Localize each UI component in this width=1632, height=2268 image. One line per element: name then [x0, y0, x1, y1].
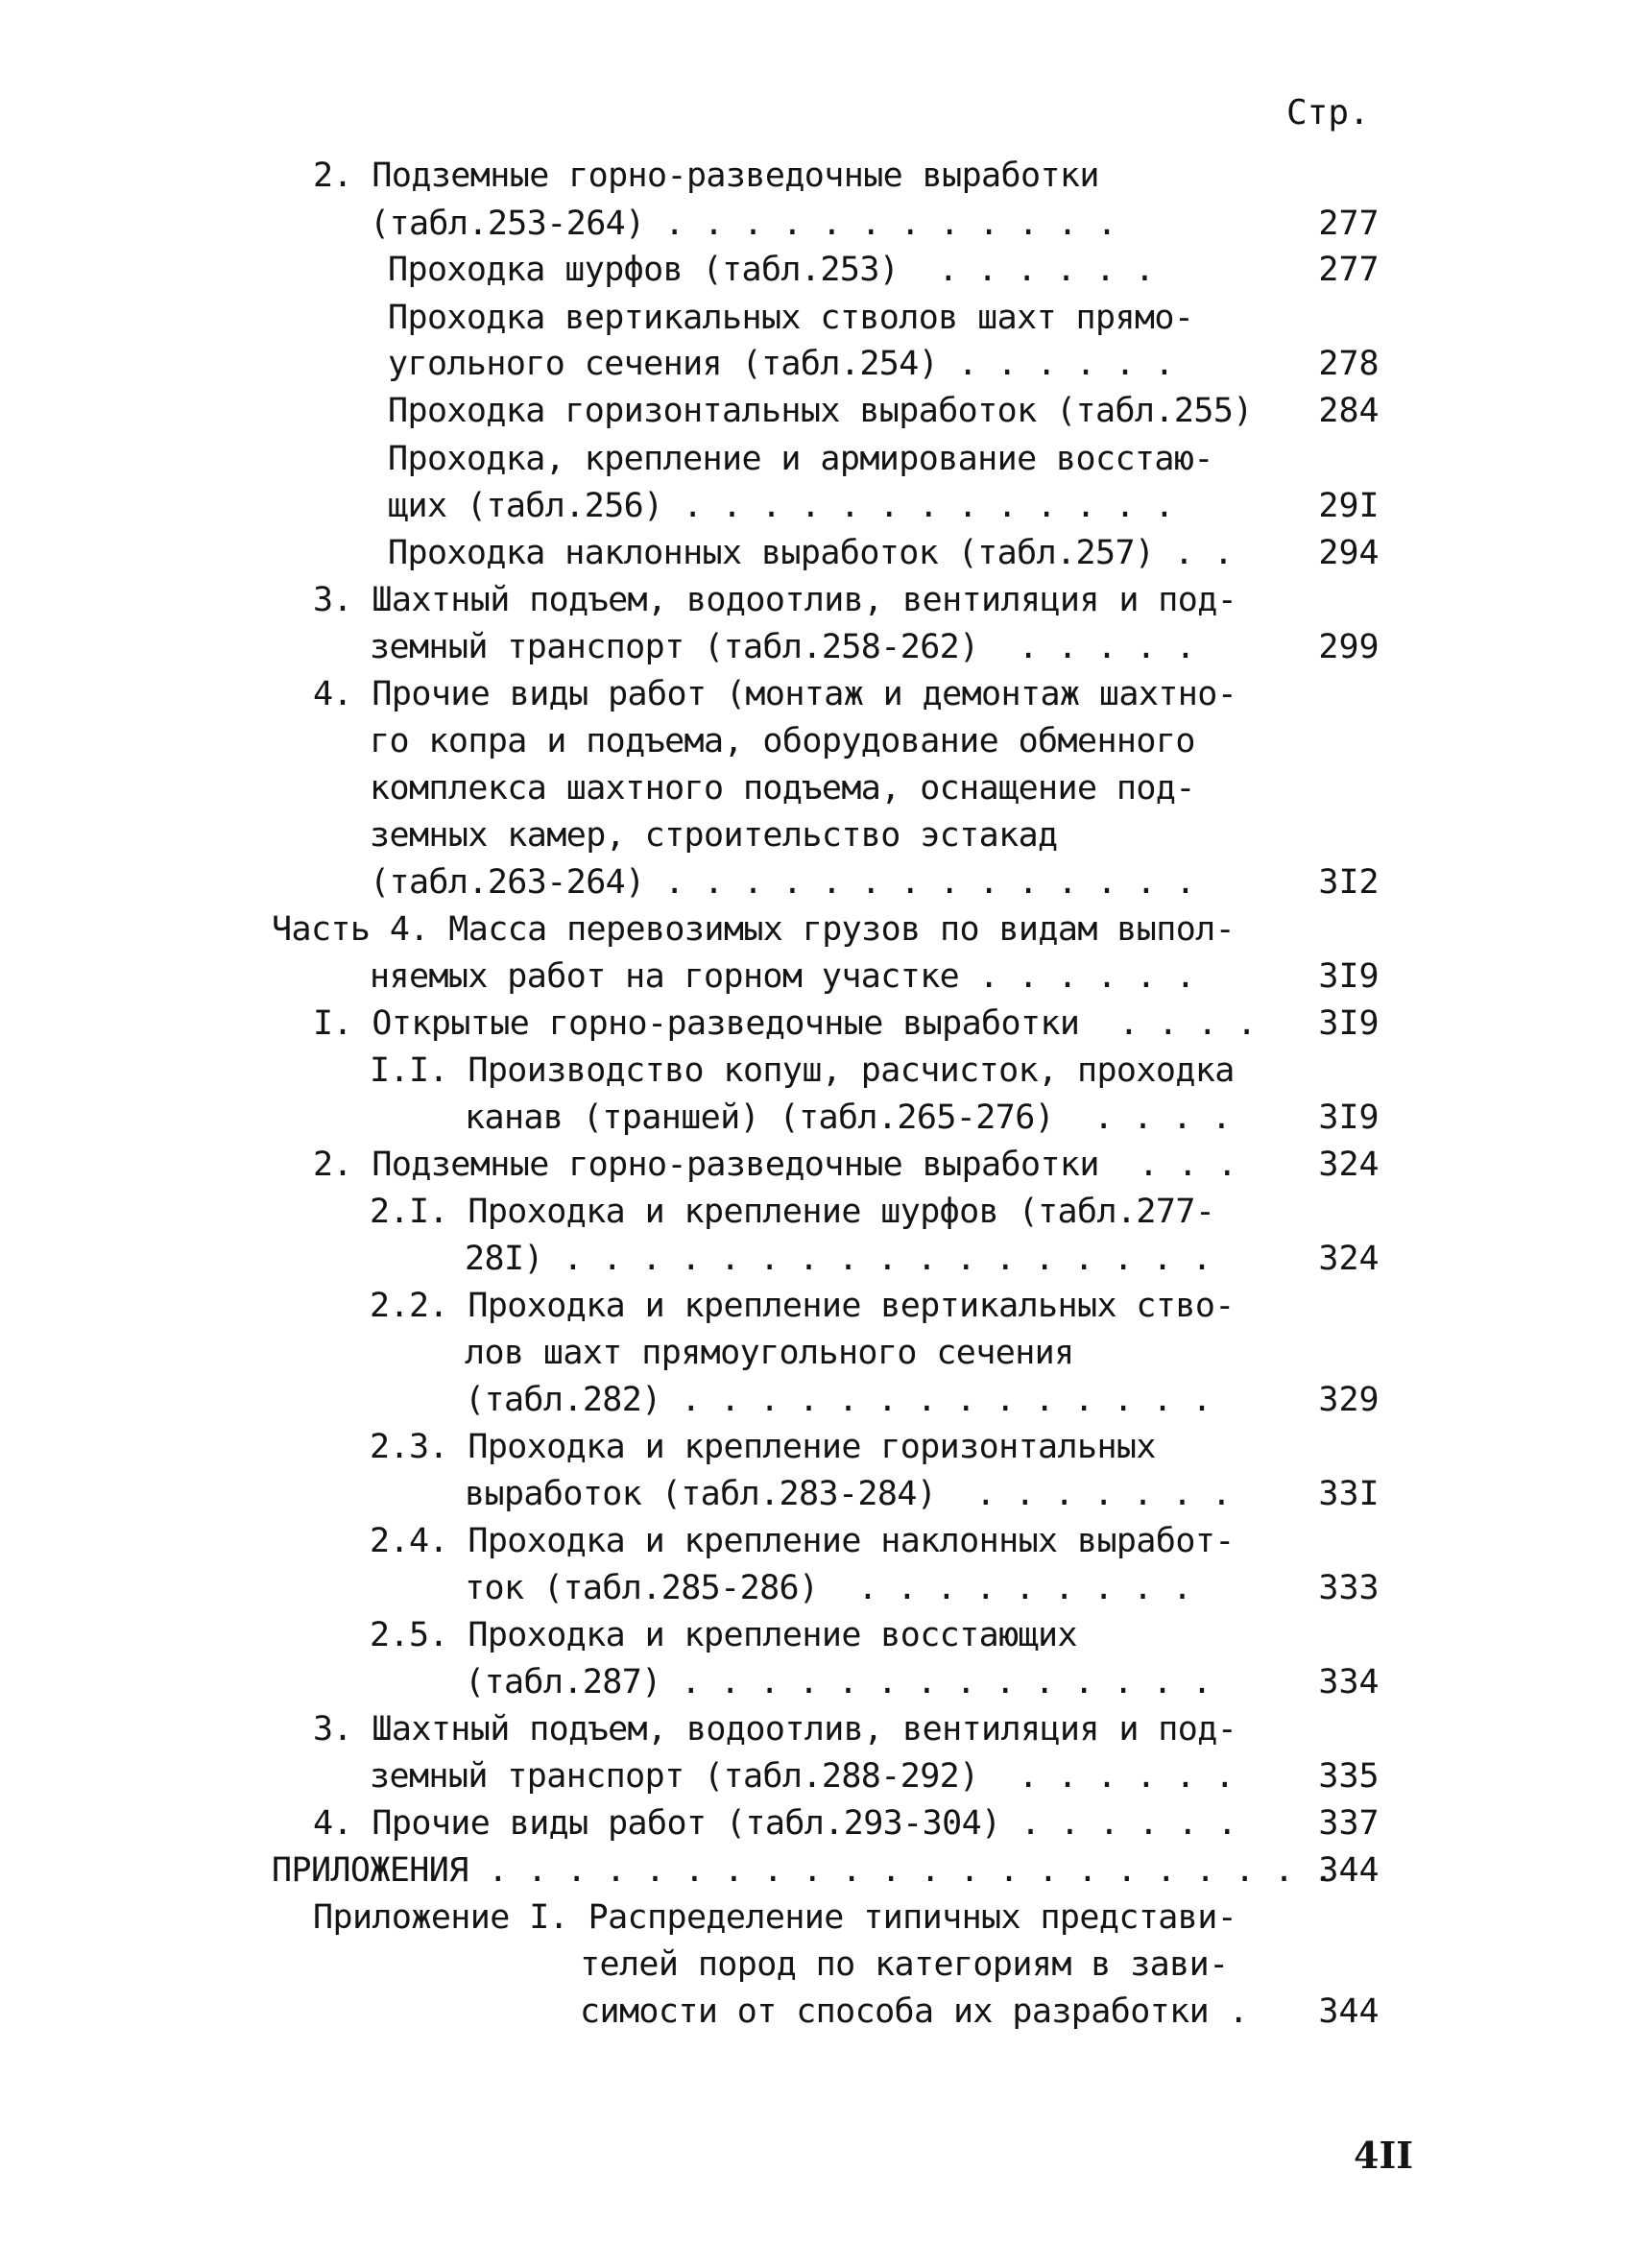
toc-line-text: I. Открытые горно-разведочные выработки . . . . — [313, 1004, 1257, 1043]
toc-line-text: 2.3. Проходка и крепление горизонтальных — [370, 1428, 1156, 1466]
toc-line-text: комплекса шахтного подъема, оснащение под- — [370, 769, 1195, 808]
toc-page-number: 284 — [1318, 392, 1380, 430]
toc-page-number: 299 — [1318, 628, 1380, 666]
toc-line-text: симости от способа их разработки . — [580, 1992, 1249, 2031]
toc-page-number: 278 — [1318, 345, 1380, 383]
toc-line-text: (табл.253-264) . . . . . . . . . . . . — [370, 205, 1116, 243]
toc-line-text: 2.4. Проходка и крепление наклонных выработ- — [370, 1522, 1235, 1560]
toc-line-text: Проходка наклонных выработок (табл.257) . . — [388, 534, 1234, 572]
toc-line-text: Часть 4. Масса перевозимых грузов по видам выпол- — [272, 910, 1236, 949]
toc-line-text: лов шахт прямоугольного сечения — [465, 1334, 1074, 1372]
toc-line-text: ПРИЛОЖЕНИЯ . . . . . . . . . . . . . . . . . . . . . . — [272, 1851, 1333, 1890]
toc-line-text: 2.5. Проходка и крепление восстающих — [370, 1616, 1077, 1654]
toc-line-text: 4. Прочие виды работ (монтаж и демонтаж шахтно- — [313, 675, 1237, 713]
toc-page-number: 3I9 — [1318, 957, 1380, 996]
toc-page-number: 324 — [1318, 1240, 1380, 1278]
toc-page-number: 29I — [1318, 487, 1380, 525]
toc-page-number: 334 — [1318, 1663, 1380, 1701]
page-column-header: Стр. — [1286, 93, 1370, 133]
toc-line-text: щих (табл.256) . . . . . . . . . . . . . — [388, 487, 1174, 525]
toc-line-text: земный транспорт (табл.258-262) . . . . . — [370, 628, 1195, 666]
toc-line-text: Проходка шурфов (табл.253) . . . . . . — [388, 251, 1155, 289]
toc-line-text: Приложение I. Распределение типичных представи- — [313, 1898, 1237, 1937]
toc-line-text: 2. Подземные горно-разведочные выработки . . . — [313, 1146, 1237, 1184]
toc-line-text: 2.I. Проходка и крепление шурфов (табл.277- — [370, 1193, 1215, 1231]
toc-line-text: Проходка горизонтальных выработок (табл.255) — [388, 392, 1253, 430]
toc-page-number: 344 — [1318, 1992, 1380, 2031]
toc-page-number: 329 — [1318, 1381, 1380, 1419]
toc-page-number: 294 — [1318, 534, 1380, 572]
toc-page-number: 277 — [1318, 251, 1380, 289]
toc-page-number: 344 — [1318, 1851, 1380, 1890]
toc-line-text: Проходка, крепление и армирование восстаю- — [388, 440, 1213, 478]
toc-page-number: 3I9 — [1318, 1004, 1380, 1043]
toc-page-number: 337 — [1318, 1804, 1380, 1843]
toc-line-text: 2. Подземные горно-разведочные выработки — [313, 157, 1099, 195]
toc-page-number: 3I2 — [1318, 863, 1380, 902]
toc-line-text: I.I. Производство копуш, расчисток, проходка — [370, 1051, 1235, 1090]
toc-line-text: канав (траншей) (табл.265-276) . . . . — [465, 1098, 1232, 1137]
toc-line-text: угольного сечения (табл.254) . . . . . . — [388, 345, 1174, 383]
toc-line-text: 4. Прочие виды работ (табл.293-304) . . . . . . — [313, 1804, 1237, 1843]
toc-line-text: Проходка вертикальных стволов шахт прямо- — [388, 299, 1194, 337]
toc-line-text: 28I) . . . . . . . . . . . . . . . . . — [465, 1240, 1212, 1278]
toc-page-number: 3I9 — [1318, 1098, 1380, 1137]
toc-line-text: ток (табл.285-286) . . . . . . . . . — [465, 1569, 1192, 1607]
toc-line-text: няемых работ на горном участке . . . . . . — [370, 957, 1195, 996]
toc-line-text: 3. Шахтный подъем, водоотлив, вентиляция и под- — [313, 1710, 1237, 1749]
toc-line-text: земный транспорт (табл.288-292) . . . . . . — [370, 1757, 1235, 1796]
toc-line-text: телей пород по категориям в зави- — [580, 1945, 1229, 1984]
toc-line-text: 2.2. Проходка и крепление вертикальных ство- — [370, 1287, 1235, 1325]
toc-line-text: го копра и подъема, оборудование обменного — [370, 722, 1195, 760]
toc-line-text: (табл.263-264) . . . . . . . . . . . . . . — [370, 863, 1195, 902]
toc-line-text: земных камер, строительство эстакад — [370, 816, 1058, 855]
toc-page-number: 335 — [1318, 1757, 1380, 1796]
toc-line-text: 3. Шахтный подъем, водоотлив, вентиляция и под- — [313, 581, 1237, 619]
toc-line-text: (табл.287) . . . . . . . . . . . . . . — [465, 1663, 1212, 1701]
toc-line-text: выработок (табл.283-284) . . . . . . . — [465, 1475, 1232, 1513]
toc-page-number: 277 — [1318, 205, 1380, 243]
page-number: 4II — [1354, 2134, 1413, 2177]
toc-page-number: 324 — [1318, 1146, 1380, 1184]
toc-page-number: 33I — [1318, 1475, 1380, 1513]
toc-line-text: (табл.282) . . . . . . . . . . . . . . — [465, 1381, 1212, 1419]
toc-page-number: 333 — [1318, 1569, 1380, 1607]
